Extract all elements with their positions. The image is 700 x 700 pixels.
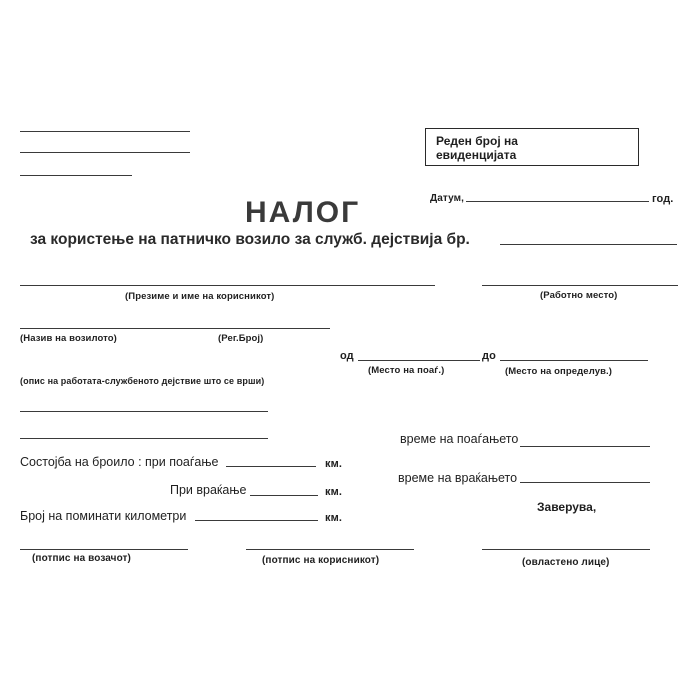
header-blank-line-1[interactable] — [20, 131, 190, 132]
odometer-return-label: При враќање — [170, 483, 247, 497]
departure-time-label: време на поаѓањето — [400, 432, 519, 446]
user-signature-field[interactable] — [246, 549, 414, 550]
user-name-field[interactable] — [20, 285, 435, 286]
vehicle-name-label: (Назив на возилото) — [20, 333, 117, 344]
task-description-field-2[interactable] — [20, 438, 268, 439]
registry-number-box[interactable] — [425, 128, 639, 166]
km-unit-2: км. — [325, 486, 342, 498]
destination-place-label: (Место на определув.) — [505, 366, 613, 377]
destination-place-field[interactable] — [500, 360, 648, 361]
km-unit-1: км. — [325, 458, 342, 470]
task-description-field-1[interactable] — [20, 411, 268, 412]
odometer-return-field[interactable] — [250, 495, 318, 496]
workplace-label: (Работно место) — [540, 290, 618, 301]
user-name-label: (Презиме и име на корисникот) — [125, 291, 275, 302]
date-field[interactable] — [466, 201, 649, 202]
user-signature-label: (потпис на корисникот) — [262, 555, 380, 566]
header-blank-line-2[interactable] — [20, 152, 190, 153]
to-label: до — [482, 350, 496, 362]
km-unit-3: км. — [325, 512, 342, 524]
date-label: Датум, — [430, 193, 465, 204]
order-number-field[interactable] — [500, 244, 677, 245]
reg-number-label: (Рег.Број) — [218, 333, 264, 344]
date-year-suffix: год. — [652, 193, 674, 205]
departure-place-label: (Место на поаѓ.) — [368, 365, 445, 376]
vehicle-field[interactable] — [20, 328, 330, 329]
registry-number-label-1: Реден број на — [436, 134, 518, 148]
header-blank-line-3[interactable] — [20, 175, 132, 176]
return-time-field[interactable] — [520, 482, 650, 483]
page-subtitle: за користење на патничко возило за служб. дејствија бр. — [30, 231, 470, 248]
departure-time-field[interactable] — [520, 446, 650, 447]
driver-signature-field[interactable] — [20, 549, 188, 550]
from-label: од — [340, 350, 354, 362]
km-traveled-field[interactable] — [195, 520, 318, 521]
odometer-departure-field[interactable] — [226, 466, 316, 467]
km-traveled-label: Број на поминати километри — [20, 509, 187, 523]
certifies-label: Заверува, — [537, 500, 597, 514]
authorized-person-label: (овластено лице) — [522, 557, 610, 568]
registry-number-label-2: евиденцијата — [436, 148, 517, 162]
page-title: НАЛОГ — [245, 196, 361, 229]
departure-place-field[interactable] — [358, 360, 480, 361]
driver-signature-label: (потпис на возачот) — [32, 553, 131, 564]
workplace-field[interactable] — [482, 285, 678, 286]
task-description-label: (опис на работата-службеното дејствие што се врши) — [20, 376, 265, 386]
authorized-person-field[interactable] — [482, 549, 650, 550]
return-time-label: време на враќањето — [398, 471, 518, 485]
odometer-departure-label: Состојба на броило : при поаѓање — [20, 455, 219, 469]
